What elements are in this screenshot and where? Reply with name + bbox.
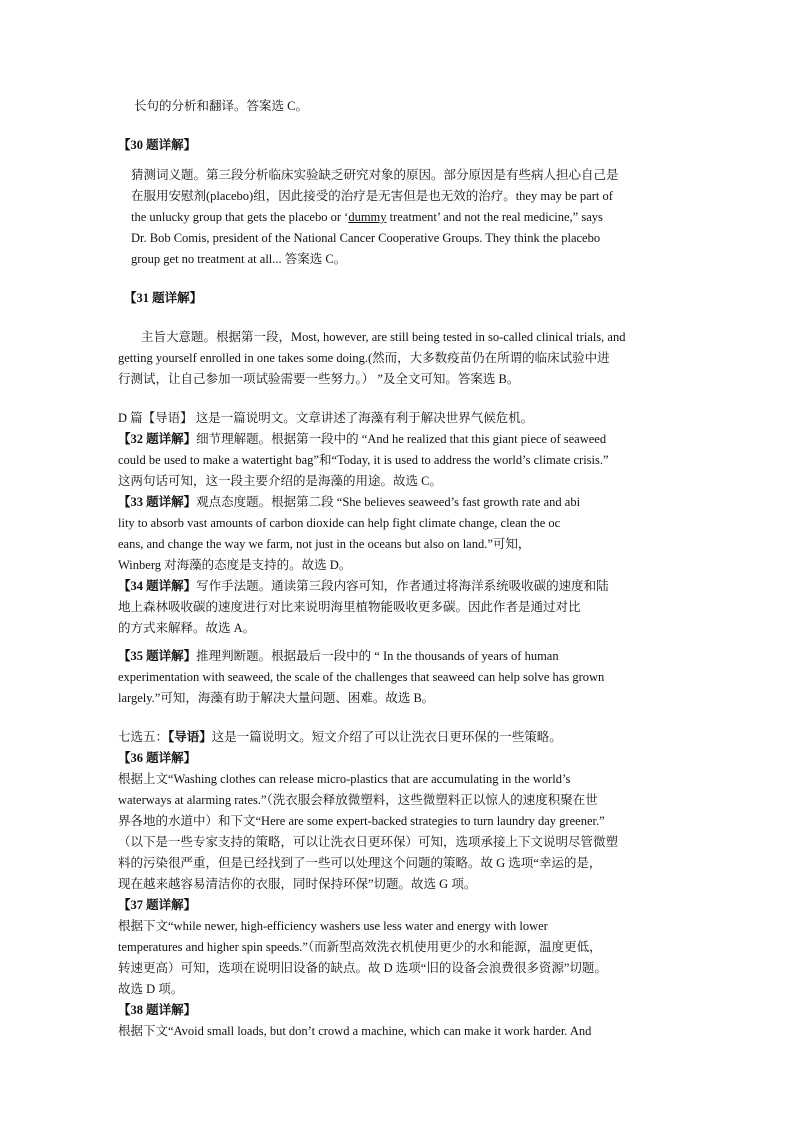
q33-line-1 xyxy=(118,493,580,511)
q37-line-4: 故选 D 项。 xyxy=(118,982,184,996)
q32-line-2: could be used to make a watertight bag”和“Today, it is used to address the world’s climate crisis.” xyxy=(118,453,609,467)
q36-line-1: 根据上文“Washing clothes can release micro-plastics that are accumulating in the world’s xyxy=(118,772,571,786)
q36-line-6: 现在越来越容易清洁你的衣服，同时保持环保”切题。故选 G 项。 xyxy=(118,877,477,891)
q30-line-5: group get no treatment at all... 答案选 C。 xyxy=(131,252,347,266)
q36-line-4: （以下是一些专家支持的策略，可以让洗衣日更环保）可知，选项承接上下文说明尽管微塑 xyxy=(118,835,619,849)
q37-line-2: temperatures and higher spin speeds.”（而新型高效洗衣机使用更少的水和能源，温度更低， xyxy=(118,940,602,954)
q30-line-3b: treatment’ and not the real medicine,” says xyxy=(386,210,603,224)
q35-line-1 xyxy=(118,647,559,665)
q37-line-3: 转速更高）可知，选项在说明旧设备的缺点。故 D 选项“旧的设备会浪费很多资源”切题。 xyxy=(118,961,607,975)
q30-line-2: 在服用安慰剂(placebo)组，因此接受的治疗是无害但是也无效的治疗。they may be part of xyxy=(131,189,613,203)
q37-title: 【37 题详解】 xyxy=(118,898,197,912)
q32-title: 【32 题详解】 xyxy=(118,432,197,446)
q36-line-3: 界各地的水道中）和下文“Here are some expert-backed strategies to turn laundry day greener.” xyxy=(118,814,605,828)
q31-line-2: getting yourself enrolled in one takes some doing.(然而，大多数疫苗仍在所谓的临床试验中进 xyxy=(118,351,610,365)
guide-text: 这是一篇说明文。短文介绍了可以让洗衣日更环保的一些策略。 xyxy=(211,730,562,744)
q30-underlined-word: dummy xyxy=(348,210,387,224)
guide-label: 【导语】 xyxy=(168,730,212,744)
q36-line-2: waterways at alarming rates.”（洗衣服会释放微塑料，这些微塑料正以惊人的速度积聚在世 xyxy=(118,793,598,807)
q31-line-1: 主旨大意题。根据第一段，Most, however, are still being tested in so-called clinical trials, and xyxy=(141,330,626,344)
q30-title: 【30 题详解】 xyxy=(118,138,197,152)
q35-text-1: 推理判断题。根据最后一段中的 “ In the thousands of years of human xyxy=(196,649,559,663)
q30-line-1: 猜测词义题。第三段分析临床实验缺乏研究对象的原因。部分原因是有些病人担心自己是 xyxy=(131,168,619,182)
q34-line-3: 的方式来解释。故选 A。 xyxy=(118,621,256,635)
q33-line-3: eans, and change the way we farm, not just in the oceans but also on land.”可知， xyxy=(118,537,531,551)
q34-text-1: 写作手法题。通读第三段内容可知，作者通过将海洋系统吸收碳的速度和陆 xyxy=(196,579,609,593)
seven-choose-five-intro xyxy=(118,728,562,746)
q30-line-4: Dr. Bob Comis, president of the National Cancer Cooperative Groups. They think the placebo xyxy=(131,231,601,245)
q34-line-2: 地上森林吸收碳的速度进行对比来说明海里植物能吸收更多碳。因此作者是通过对比 xyxy=(118,600,581,614)
q38-line-1: 根据下文“Avoid small loads, but don’t crowd a machine, which can make it work harder. And xyxy=(118,1024,592,1038)
q32-text-1: 细节理解题。根据第一段中的 “And he realized that this giant piece of seaweed xyxy=(196,432,607,446)
q32-line-3: 这两句话可知，这一段主要介绍的是海藻的用途。故选 C。 xyxy=(118,474,442,488)
q37-line-1: 根据下文“while newer, high-efficiency washers use less water and energy with lower xyxy=(118,919,548,933)
q33-line-2: lity to absorb vast amounts of carbon dioxide can help fight climate change, clean the oc xyxy=(118,516,561,530)
q29-tail: 长句的分析和翻译。答案选 C。 xyxy=(134,99,308,113)
q35-title: 【35 题详解】 xyxy=(118,649,197,663)
q31-line-3: 行测试，让自己参加一项试验需要一些努力。） ”及全文可知。答案选 B。 xyxy=(118,372,520,386)
q35-line-3: largely.”可知，海藻有助于解决大量问题、困难。故选 B。 xyxy=(118,691,435,705)
q30-line-3a: the unlucky group that gets the placebo or ‘ xyxy=(131,210,349,224)
q35-line-2: experimentation with seaweed, the scale of the challenges that seaweed can help solve has grown xyxy=(118,670,605,684)
q31-title: 【31 题详解】 xyxy=(124,291,203,305)
q33-text-1: 观点态度题。根据第二段 “She believes seaweed’s fast growth rate and abi xyxy=(196,495,581,509)
q34-line-1 xyxy=(118,577,609,595)
q33-title: 【33 题详解】 xyxy=(118,495,197,509)
q36-title: 【36 题详解】 xyxy=(118,751,197,765)
q38-title: 【38 题详解】 xyxy=(118,1003,197,1017)
seven-choose-five-label: 七选五： xyxy=(118,730,169,744)
q34-title: 【34 题详解】 xyxy=(118,579,197,593)
passage-d-intro: D 篇【导语】 这是一篇说明文。文章讲述了海藻有利于解决世界气候危机。 xyxy=(118,411,534,425)
q36-line-5: 料的污染很严重，但是已经找到了一些可以处理这个问题的策略。故 G 选项“幸运的是， xyxy=(118,856,602,870)
q33-line-4: Winberg 对海藻的态度是支持的。故选 D。 xyxy=(118,558,352,572)
q32-line-1 xyxy=(118,430,606,448)
q30-line-3 xyxy=(131,208,603,226)
